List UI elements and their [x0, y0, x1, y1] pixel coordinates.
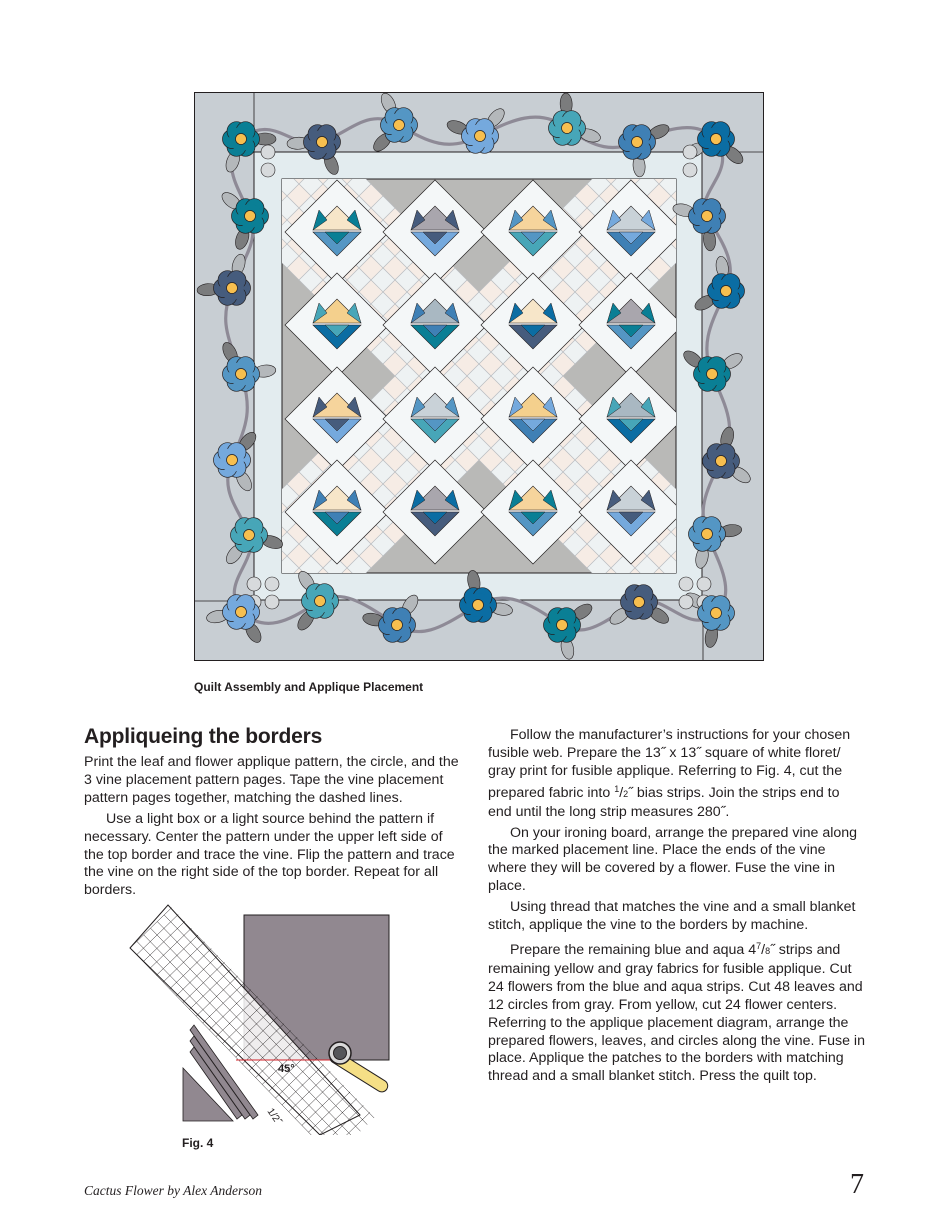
paragraph-arrange-vine: On your ironing board, arrange the prepared vine along the marked placement line. Place the ends of the vine where they will be covered by a flower. Fuse the vine in place. [488, 824, 858, 895]
flower-applique [689, 199, 726, 234]
flower-applique [708, 274, 745, 309]
flower-applique [460, 588, 497, 623]
paragraph-fusible-web: Follow the manufacturer’s instructions for your chosen fusible web. Prepare the 13˝ x 13˝ square of white floret/ gray print for fusible applique. Referring to Fig. 4, cut the prepared fabric into $^1$/2˝ bias strips. Join the strips end to end until the long strip measures 280˝. [488, 727, 851, 820]
paragraph-flowers: Prepare the remaining blue and aqua $4^7/8˝$ strips and remaining yellow and gray fabrics for fusible applique. Cut 24 flowers from the blue and aqua strips. Cut 48 leaves and 12 circles from gray. From yellow, cut 24 flower centers. Referring to the applique placement diagram, arrange the prepared flowers, leaves, and circles along the vine. Fuse in place. Applique the patches to the borders with matching thread and a small blanket stitch. Press the quilt top. [488, 940, 865, 1085]
flower-applique [698, 122, 735, 157]
flower-applique [619, 125, 656, 160]
flower-applique [689, 517, 726, 552]
flower-applique [214, 443, 251, 478]
paragraph-print-patterns: Print the leaf and flower applique pattern, the circle, and the 3 vine placement pattern pages. Tape the vine placement pattern pages together, matching the dashed lines. [84, 754, 459, 806]
flower-applique [703, 444, 740, 479]
paragraph-trace-vine: Use a light box or a light source behind the pattern if necessary. Center the pattern under the upper left side of the top border and trace the vine. Flip the pattern and trace the vine on the right side of the top border. Repeat for all borders. [84, 810, 455, 899]
circle-patch [683, 145, 697, 159]
angle-label: 45° [278, 1063, 295, 1075]
flower-applique [223, 122, 260, 157]
circle-patch [679, 595, 693, 609]
circle-patch [679, 577, 693, 591]
paragraph-applique-vine: Using thread that matches the vine and a small blanket stitch, applique the vine to the borders by machine. [488, 899, 856, 934]
flower-applique [379, 608, 416, 643]
footer-credit: Cactus Flower by Alex Anderson [84, 1183, 262, 1198]
flower-applique [544, 608, 581, 643]
quilt-assembly-diagram [194, 92, 764, 661]
page-number: 7 [850, 1169, 864, 1200]
circle-patch [247, 577, 261, 591]
flower-applique [694, 357, 731, 392]
flower-applique [698, 596, 735, 631]
fig4-bias-cutting-diagram [128, 903, 408, 1135]
strip-width-label: 1/2˝ [264, 1106, 284, 1127]
flower-applique [549, 111, 586, 146]
right-column [488, 724, 866, 1089]
figure-caption: Quilt Assembly and Applique Placement [194, 680, 424, 694]
flower-applique [223, 357, 260, 392]
flower-applique [232, 199, 269, 234]
flower-applique [302, 584, 339, 619]
flower-applique [223, 595, 260, 630]
flower-applique [381, 108, 418, 143]
flower-applique [214, 271, 251, 306]
circle-patch [697, 577, 711, 591]
left-column [84, 724, 464, 900]
flower-applique [621, 585, 658, 620]
fig4-label: Fig. 4 [182, 1136, 214, 1150]
circle-patch [265, 577, 279, 591]
circle-patch [261, 145, 275, 159]
flower-applique [462, 119, 499, 154]
circle-patch [261, 163, 275, 177]
circle-patch [265, 595, 279, 609]
section-heading: Appliqueing the borders [84, 725, 323, 748]
circle-patch [683, 163, 697, 177]
flower-applique [231, 518, 268, 553]
flower-applique [304, 125, 341, 160]
